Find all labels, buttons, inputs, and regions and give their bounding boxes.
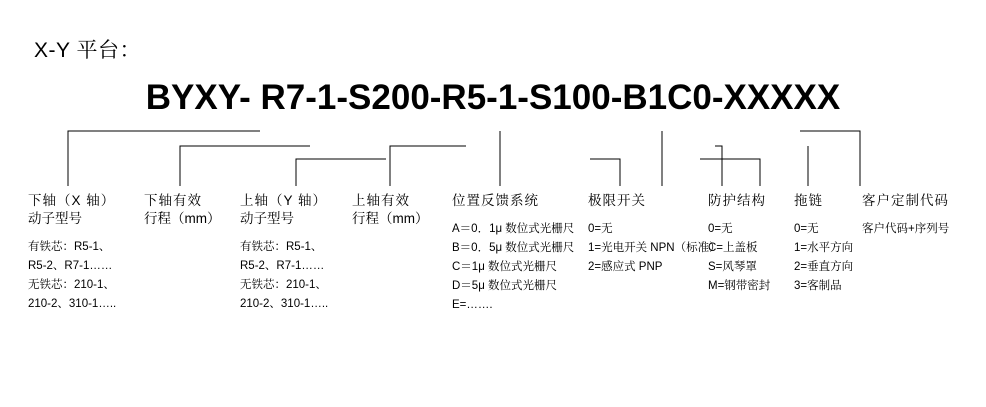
column-header-line: 下轴有效 — [144, 193, 202, 208]
option-item: 无铁芯：210-1、 — [240, 279, 327, 291]
option-item: C=上盖板 — [708, 242, 758, 254]
option-item: C＝1μ 数位式光栅尺 — [452, 261, 558, 273]
page-title: X-Y 平台： — [34, 39, 141, 62]
column-header-line: 拖链 — [794, 193, 823, 208]
column-header-line: 行程（mm） — [352, 211, 429, 226]
option-item: 有铁芯：R5-1、 — [240, 241, 323, 253]
option-item: E=……. — [452, 299, 493, 311]
option-item: A＝0．1μ 数位式光栅尺 — [452, 223, 575, 235]
column-options — [588, 220, 721, 277]
column-header-line: 动子型号 — [28, 211, 82, 226]
column-options — [28, 238, 116, 314]
column-header-line: 上轴有效 — [352, 193, 410, 208]
part-number-code: BYXY- R7-1-S200-R5-1-S100-B1C0-XXXXX — [145, 78, 841, 117]
option-item: D＝5μ 数位式光栅尺 — [452, 280, 558, 292]
column-limit-switch — [588, 192, 721, 277]
column-header-line: 客户定制代码 — [862, 193, 949, 208]
option-item: 3=客制品 — [794, 280, 842, 292]
column-lower-axis-stroke — [144, 192, 221, 228]
option-item: S=风琴罩 — [708, 261, 757, 273]
column-customer-custom-code — [862, 192, 949, 239]
option-item: 有铁芯：R5-1、 — [28, 241, 111, 253]
option-item: 1=光电开关 NPN（标准） — [588, 242, 721, 254]
column-options — [452, 220, 574, 315]
column-header-line: 位置反馈系统 — [452, 193, 539, 208]
column-options — [708, 220, 770, 296]
column-header-line: 极限开关 — [588, 193, 646, 208]
option-item: 无铁芯：210-1、 — [28, 279, 115, 291]
column-position-feedback-system — [452, 192, 574, 315]
option-item: 0=无 — [794, 223, 819, 235]
column-header-line: 上轴（Y 轴） — [240, 193, 328, 208]
column-upper-axis-stroke — [352, 192, 429, 228]
option-item: 2=垂直方向 — [794, 261, 854, 273]
column-options — [240, 238, 328, 314]
option-item: 客户代码+序列号 — [862, 223, 950, 235]
column-protection-structure — [708, 192, 770, 296]
option-item: M=钢带密封 — [708, 280, 771, 292]
option-item: 0=无 — [588, 223, 613, 235]
option-item: R5-2、R7-1…… — [28, 260, 113, 272]
column-header-line: 下轴（X 轴） — [28, 193, 116, 208]
option-item: 0=无 — [708, 223, 733, 235]
option-item: 1=水平方向 — [794, 242, 854, 254]
column-lower-axis-x-model — [28, 192, 116, 314]
option-item: 210-2、310-1….. — [28, 298, 117, 310]
column-header-line: 动子型号 — [240, 211, 294, 226]
column-header-line: 行程（mm） — [144, 211, 221, 226]
option-item: 210-2、310-1….. — [240, 298, 329, 310]
option-item: R5-2、R7-1…… — [240, 260, 325, 272]
column-header-line: 防护结构 — [708, 193, 766, 208]
column-options — [794, 220, 853, 296]
column-options — [862, 220, 949, 239]
column-upper-axis-y-model — [240, 192, 328, 314]
column-drag-chain — [794, 192, 853, 296]
option-item: 2=感应式 PNP — [588, 261, 663, 273]
option-item: B＝0．5μ 数位式光栅尺 — [452, 242, 575, 254]
